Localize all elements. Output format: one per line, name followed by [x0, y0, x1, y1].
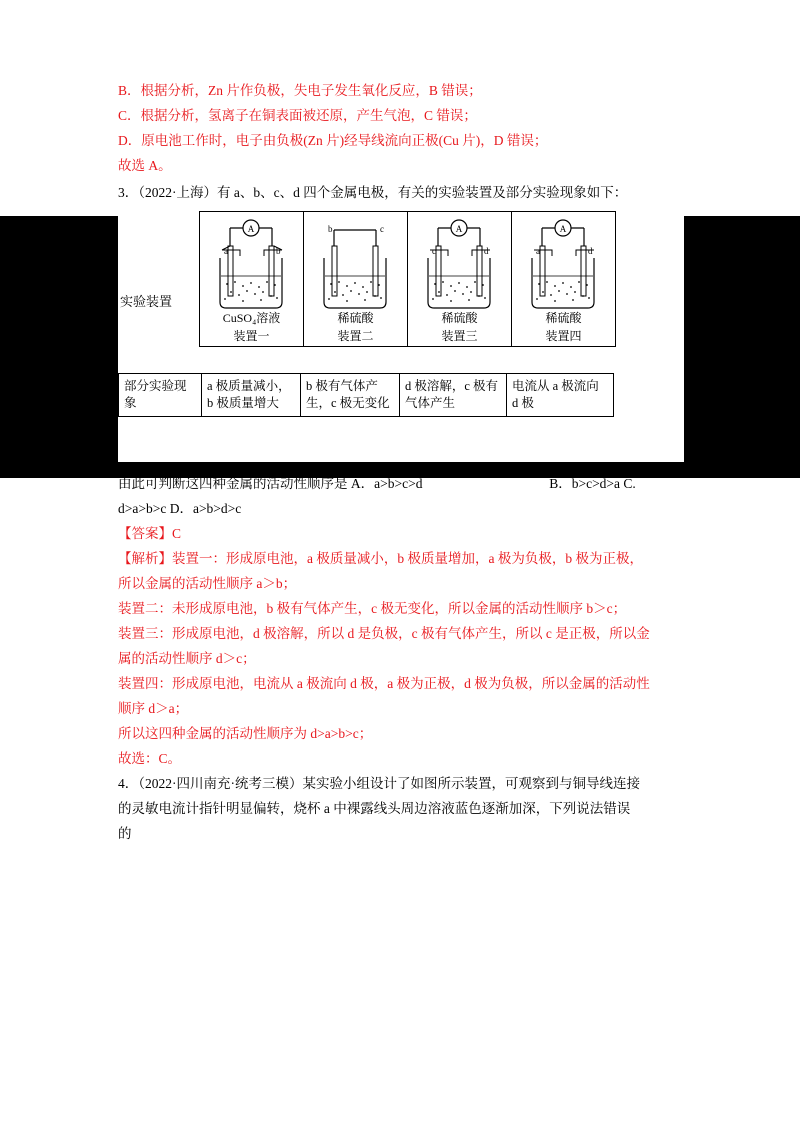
device-name-3: 装置三: [441, 329, 478, 343]
q3-options-right: B．b>c>d>a C.: [549, 476, 636, 491]
device-solution-3: 稀硫酸: [441, 311, 478, 325]
print-artifact-bar-right-2: [684, 374, 800, 478]
document-content: [118, 78, 684, 846]
answer-3-analysis-intro: 【解析】装置一：形成原电池，a 极质量减小，b 极质量增加，a 极为负极，b 极为正极，: [118, 551, 643, 566]
print-artifact-bar-right: [684, 216, 800, 374]
device-solution-1: CuSO₄溶液: [222, 311, 281, 325]
svg-text:A: A: [247, 224, 255, 234]
svg-text:a: a: [224, 246, 228, 256]
device-name-2: 装置二: [337, 329, 374, 343]
figure-row-label: 实验装置: [118, 289, 174, 312]
option-d-line: D．原电池工作时，电子由负极(Zn 片)经导线流向正极(Cu 片)，D 错误；: [118, 133, 548, 148]
device-solution-4: 稀硫酸: [545, 311, 582, 325]
question-4-line-1: 4．（2022·四川南充·统考三模）某实验小组设计了如图所示装置，可观察到与铜导线连接: [118, 776, 640, 791]
question-3-options-line-1: [118, 471, 684, 496]
answer-3-analysis-line-3: 装置三：形成原电池，d 极溶解，所以 d 是负极，c 极有气体产生，所以 c 是正极，所以金: [118, 626, 650, 641]
experiment-setup-figure: [118, 211, 684, 361]
svg-text:d: d: [484, 246, 489, 256]
spacer: [118, 429, 684, 449]
phenomena-table: [118, 373, 614, 417]
question-3-stem: 3．（2022·上海）有 a、b、c、d 四个金属电极，有关的实验装置及部分实验现象如下：: [118, 185, 628, 200]
phenomena-cell-1: a 极质量减小，b 极质量增大: [202, 374, 301, 417]
print-artifact-bar-left: [0, 216, 118, 374]
answer-choice-line: 故选 A。: [118, 158, 172, 173]
answer-3-analysis-line-8: 故选：C。: [118, 751, 182, 766]
svg-text:c: c: [432, 246, 436, 256]
answer-3-analysis-line-7: 所以这四种金属的活动性顺序为 d>a>b>c；: [118, 726, 373, 741]
device-cell-4: [511, 211, 616, 347]
svg-text:A: A: [559, 224, 567, 234]
svg-text:c: c: [380, 224, 384, 234]
device-row: [200, 211, 616, 347]
svg-text:b: b: [276, 246, 281, 256]
device-cell-2: [303, 211, 408, 347]
phenomena-cell-4: 电流从 a 极流向 d 极: [507, 374, 614, 417]
question-4-line-3: 的: [118, 826, 132, 841]
option-c-line: C．根据分析，氢离子在铜表面被还原，产生气泡，C 错误；: [118, 108, 477, 123]
answer-3-label: 【答案】C: [118, 526, 182, 541]
phenomena-cell-2: b 极有气体产生，c 极无变化: [301, 374, 400, 417]
phenomena-table-wrap: [118, 373, 684, 429]
answer-3-analysis-line-4: 属的活动性顺序 d＞c；: [118, 651, 256, 666]
device-cell-3: [407, 211, 512, 347]
table-row: [119, 374, 614, 417]
q3-options-left: 由此可判断这四种金属的活动性顺序是 A．a>b>c>d: [118, 476, 423, 491]
device-cell-1: [199, 211, 304, 347]
device-name-4: 装置四: [545, 329, 582, 343]
print-artifact-bar-left-2: [0, 374, 118, 478]
phenomena-row-label: 部分实验现象: [119, 374, 202, 417]
option-b-line: B．根据分析，Zn 片作负极，失电子发生氧化反应，B 错误；: [118, 83, 482, 98]
svg-text:a: a: [536, 246, 540, 256]
answer-3-analysis-line-2: 装置二：未形成原电池，b 极有气体产生，c 极无变化，所以金属的活动性顺序 b＞c；: [118, 601, 627, 616]
question-4-line-2: 的灵敏电流计指针明显偏转，烧杯 a 中裸露线头周边溶液蓝色逐渐加深，下列说法错误: [118, 801, 631, 816]
answer-3-analysis-line-6: 顺序 d＞a；: [118, 701, 189, 716]
svg-text:d: d: [588, 246, 593, 256]
question-3-options-line-2: d>a>b>c D．a>b>d>c: [118, 501, 242, 516]
answer-3-analysis-line-1: 所以金属的活动性顺序 a＞b；: [118, 576, 297, 591]
svg-text:A: A: [455, 224, 463, 234]
device-name-1: 装置一: [233, 329, 270, 343]
answer-3-analysis-line-5: 装置四：形成原电池，电流从 a 极流向 d 极，a 极为正极，d 极为负极，所以金属的活动性: [118, 676, 650, 691]
svg-text:b: b: [328, 224, 333, 234]
device-solution-2: 稀硫酸: [337, 311, 374, 325]
phenomena-cell-3: d 极溶解，c 极有气体产生: [400, 374, 507, 417]
